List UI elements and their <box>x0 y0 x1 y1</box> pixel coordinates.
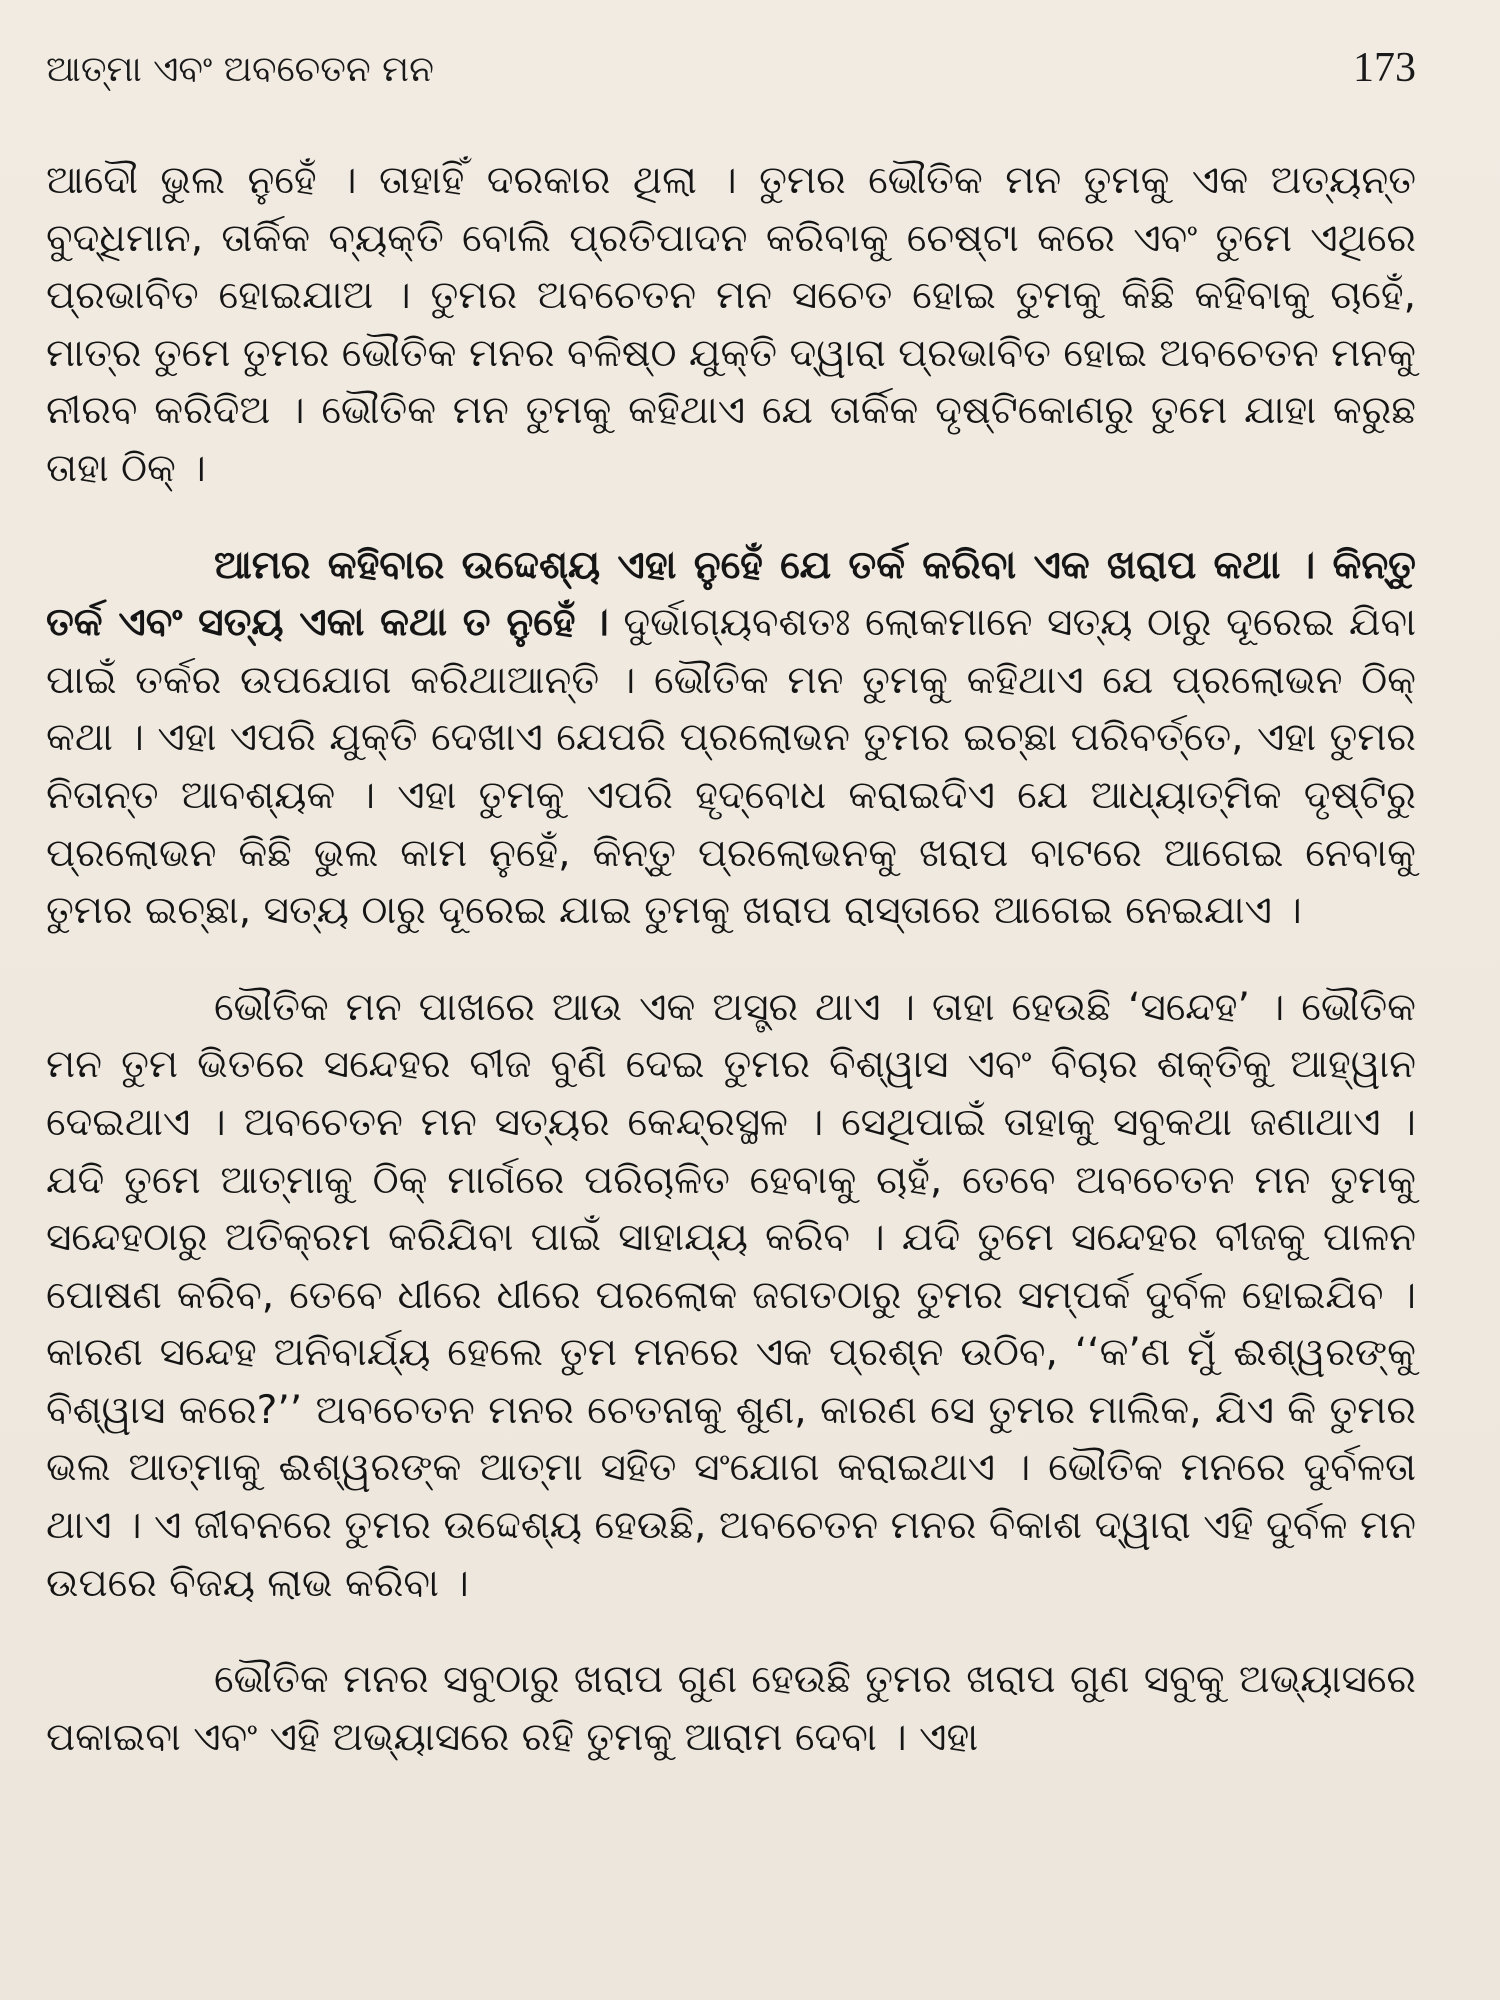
page-number: 173 <box>1353 45 1416 91</box>
paragraph-2-text: ଦୁର୍ଭାଗ୍ୟବଶତଃ ଲୋକମାନେ ସତ୍ୟ ଠାରୁ ଦୂରେଇ ଯିବା ପାଇଁ ତର୍କର ଉପଯୋଗ କରିଥାଆନ୍ତି । ଭୌତିକ ମନ ତୁମକୁ କହିଥାଏ ଯେ ପ୍ରଲୋଭନ ଠିକ୍ କଥା । ଏହା ଏପରି ଯୁକ୍ତି ଦେଖାଏ ଯେପରି ପ୍ରଲୋଭନ ତୁମର ଇଚ୍ଛା ପରିବର୍ତ୍ତେ, ଏହା ତୁମର ନିତାନ୍ତ ଆବଶ୍ୟକ । ଏହା ତୁମକୁ ଏପରି ହୃଦ୍‌ବୋଧ କରାଇଦିଏ ଯେ ଆଧ୍ୟାତ୍ମିକ ଦୃଷ୍ଟିରୁ ପ୍ରଲୋଭନ କିଛି ଭୁଲ କାମ ନୁହେଁ, କିନ୍ତୁ ପ୍ରଲୋଭନକୁ ଖରାପ ବାଟରେ ଆଗେଇ ନେବାକୁ ତୁମର ଇଚ୍ଛା, ସତ୍ୟ ଠାରୁ ଦୂରେଇ ଯାଇ ତୁମକୁ ଖରାପ ରାସ୍ତାରେ ଆଗେଇ ନେଇଯାଏ । <box>46 600 1416 934</box>
paragraph-4 <box>46 1651 1416 1766</box>
paragraph-1-text: ଆଦୌ ଭୁଲ ନୁହେଁ । ତାହାହିଁ ଦରକାର ଥିଲା । ତୁମର ଭୌତିକ ମନ ତୁମକୁ ଏକ ଅତ୍ୟନ୍ତ ବୁଦ୍ଧିମାନ, ତାର୍କିକ ବ୍ୟକ୍ତି ବୋଲି ପ୍ରତିପାଦନ କରିବାକୁ ଚେଷ୍ଟା କରେ ଏବଂ ତୁମେ ଏଥିରେ ପ୍ରଭାବିତ ହୋଇଯାଅ । ତୁମର ଅବଚେତନ ମନ ସଚେତ ହୋଇ ତୁମକୁ କିଛି କହିବାକୁ ଚାହେଁ, ମାତ୍ର ତୁମେ ତୁମର ଭୌତିକ ମନର ବଳିଷ୍ଠ ଯୁକ୍ତି ଦ୍ୱାରା ପ୍ରଭାବିତ ହୋଇ ଅବଚେତନ ମନକୁ ନୀରବ କରିଦିଅ । ଭୌତିକ ମନ ତୁମକୁ କହିଥାଏ ଯେ ତାର୍କିକ ଦୃଷ୍ଟିକୋଣରୁ ତୁମେ ଯାହା କରୁଛ ତାହା ଠିକ୍ । <box>46 158 1416 491</box>
paragraph-2 <box>46 537 1416 940</box>
paragraph-3 <box>46 979 1416 1613</box>
body-text <box>46 152 1416 1766</box>
paragraph-4-text: ଭୌତିକ ମନର ସବୁଠାରୁ ଖରାପ ଗୁଣ ହେଉଛି ତୁମର ଖରାପ ଗୁଣ ସବୁକୁ ଅଭ୍ୟାସରେ ପକାଇବା ଏବଂ ଏହି ଅଭ୍ୟାସରେ ରହି ତୁମକୁ ଆରାମ ଦେବା । ଏହା <box>46 1657 1416 1760</box>
paragraph-3-text: ଭୌତିକ ମନ ପାଖରେ ଆଉ ଏକ ଅସ୍ତ୍ର ଥାଏ । ତାହା ହେଉଛି ‘ସନ୍ଦେହ’ । ଭୌତିକ ମନ ତୁମ ଭିତରେ ସନ୍ଦେହର ବୀଜ ବୁଣି ଦେଇ ତୁମର ବିଶ୍ୱାସ ଏବଂ ବିଚାର ଶକ୍ତିକୁ ଆହ୍ୱାନ ଦେଇଥାଏ । ଅବଚେତନ ମନ ସତ୍ୟର କେନ୍ଦ୍ରସ୍ଥଳ । ସେଥିପାଇଁ ତାହାକୁ ସବୁକଥା ଜଣାଥାଏ । ଯଦି ତୁମେ ଆତ୍ମାକୁ ଠିକ୍ ମାର୍ଗରେ ପରିଚାଳିତ ହେବାକୁ ଚାହଁ, ତେବେ ଅବଚେତନ ମନ ତୁମକୁ ସନ୍ଦେହଠାରୁ ଅତିକ୍ରମ କରିଯିବା ପାଇଁ ସାହାଯ୍ୟ କରିବ । ଯଦି ତୁମେ ସନ୍ଦେହର ବୀଜକୁ ପାଳନ ପୋଷଣ କରିବ, ତେବେ ଧୀରେ ଧୀରେ ପରଲୋକ ଜଗତଠାରୁ ତୁମର ସମ୍ପର୍କ ଦୁର୍ବଳ ହୋଇଯିବ । କାରଣ ସନ୍ଦେହ ଅନିବାର୍ଯ୍ୟ ହେଲେ ତୁମ ମନରେ ଏକ ପ୍ରଶ୍ନ ଉଠିବ, ‘‘କ’ଣ ମୁଁ ଈଶ୍ୱରଙ୍କୁ ବିଶ୍ୱାସ କରେ?’’ ଅବଚେତନ ମନର ଚେତନାକୁ ଶୁଣ, କାରଣ ସେ ତୁମର ମାଲିକ, ଯିଏ କି ତୁମର ଭଲ ଆତ୍ମାକୁ ଈଶ୍ୱରଙ୍କ ଆତ୍ମା ସହିତ ସଂଯୋଗ କରାଇଥାଏ । ଭୌତିକ ମନରେ ଦୁର୍ବଳତା ଥାଏ । ଏ ଜୀବନରେ ତୁମର ଉଦ୍ଦେଶ୍ୟ ହେଉଛି, ଅବଚେତନ ମନର ବିକାଶ ଦ୍ୱାରା ଏହି ଦୁର୍ବଳ ମନ ଉପରେ ବିଜୟ ଲାଭ କରିବା । <box>46 984 1416 1606</box>
paragraph-2-bold-sentence: ଆମର କହିବାର ଉଦ୍ଦେଶ୍ୟ ଏହା ନୁହେଁ ଯେ ତର୍କ କରିବା ଏକ ଖରାପ କଥା । କିନ୍ତୁ ତର୍କ ଏବଂ ସତ୍ୟ ଏକା କଥା ତ ନୁହେଁ । <box>46 542 1416 646</box>
chapter-title: ଆତ୍ମା ଏବଂ ଅବଚେତନ ମନ <box>46 49 434 90</box>
paragraph-1 <box>46 152 1416 498</box>
running-head <box>46 44 1416 108</box>
